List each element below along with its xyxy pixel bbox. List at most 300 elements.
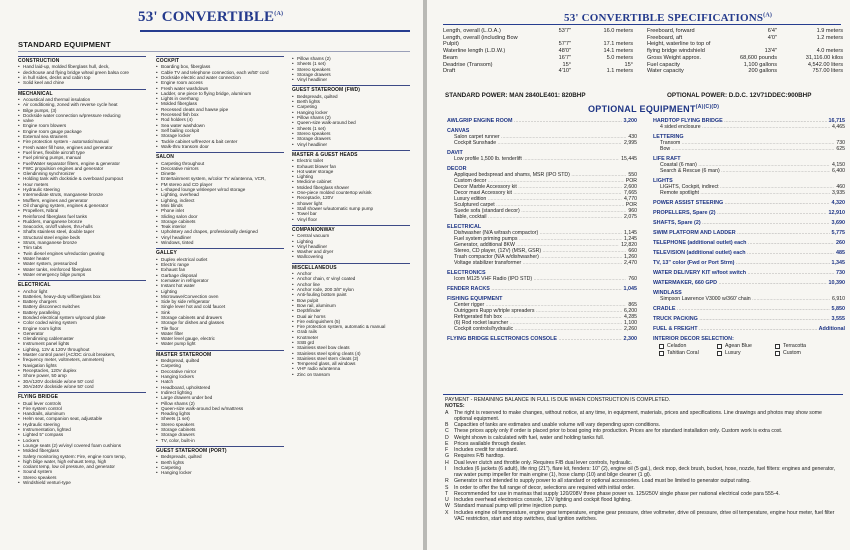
option-price: Additional <box>818 326 845 332</box>
option-item-price: 4,770 <box>624 196 637 202</box>
note-key: U <box>445 497 449 503</box>
option-category-label: LETTERING <box>653 134 684 140</box>
equipment-item: • Washer and dryer <box>292 249 410 254</box>
spec-imperial: 6'4" <box>767 28 777 34</box>
equipment-column-1 <box>18 56 146 485</box>
option-category-label: ELECTRONICS <box>447 270 486 276</box>
equipment-item: • Receptacles, 120V duplex <box>18 368 146 373</box>
option-item <box>653 146 845 152</box>
option-category-label: ELECTRICAL <box>447 224 482 230</box>
spec-row <box>443 41 633 48</box>
option-item-label: Custom decor ..... <box>454 178 624 184</box>
equipment-item: • Hanging lockers <box>156 374 284 379</box>
checkbox-icon <box>717 344 722 349</box>
option-item <box>447 156 637 162</box>
equipment-item: • Lighted 5" compass <box>18 432 146 437</box>
equipment-item: • Bedspreads, quilted <box>292 94 410 99</box>
option-item-label: Remote spotlight ..... <box>660 190 830 196</box>
option-item-price: 760 <box>628 276 637 282</box>
equipment-item: • Bonded electrical system w/ground plate <box>18 315 146 320</box>
equipment-item: • Exhaust blower fan <box>292 164 410 169</box>
equipment-item: • Sink <box>156 310 284 315</box>
equipment-item: • Rod holders (4) <box>156 117 284 122</box>
spec-imperial: 68,600 pounds <box>739 54 777 61</box>
note-key: E <box>445 440 449 447</box>
option-category-label: SWIM PLATFORM AND LADDER ..... <box>653 230 830 236</box>
option-item-label: Suede sofa (standard decor) ..... <box>454 208 626 214</box>
equipment-category-heading: MASTER STATEROOM <box>156 350 284 358</box>
equipment-item: • Hot water storage <box>292 169 410 174</box>
spec-label: Beam <box>443 54 458 61</box>
decor-color-checkbox[interactable] <box>717 343 775 350</box>
option-price: 730 <box>836 270 845 276</box>
equipment-item: • Hatch <box>156 379 284 384</box>
equipment-item: • Water system, pressurized <box>18 261 146 266</box>
equipment-item: • Tackle cabinet w/freezer & bait center <box>156 139 284 144</box>
spec-label: flying bridge windshield <box>647 48 705 55</box>
equipment-list <box>292 158 410 222</box>
note-key: I <box>445 465 447 472</box>
note-key: H <box>445 459 449 466</box>
equipment-item: • Fresh water fill hose, engines and generator <box>18 145 146 150</box>
equipment-item: • Battery paralleling <box>18 310 146 315</box>
option-item <box>653 190 845 196</box>
spec-label: Freeboard, aft <box>647 34 683 41</box>
option-item-price: 730 <box>836 140 845 146</box>
equipment-item: • VHF radio w/antenna <box>292 366 410 371</box>
equipment-column-3 <box>292 56 410 377</box>
equipment-item: • Cable TV and telephone connection, each w/50' cord <box>156 70 284 75</box>
option-item-label: Search & Rescue (6 man) ..... <box>660 168 830 174</box>
spec-metric: 17.1 meters <box>603 41 633 48</box>
equipment-item: • Solid keel and chine <box>18 80 146 85</box>
equipment-item: • Anti-fouling bottom paint <box>292 292 410 297</box>
decor-color-checkbox[interactable] <box>717 350 775 357</box>
equipment-list <box>292 233 410 259</box>
equipment-item: • TV, color, built-in <box>156 438 284 443</box>
option-item-price: 3,935 <box>832 190 845 196</box>
equipment-item: • Structural steel engine beds <box>18 235 146 240</box>
section-rule <box>18 51 410 52</box>
option-item <box>447 140 637 146</box>
decor-color-checkbox[interactable] <box>775 350 833 357</box>
equipment-list <box>292 271 410 377</box>
option-item-price: 1,145 <box>624 230 637 236</box>
equipment-item: • Storage drawers <box>292 72 410 77</box>
equipment-item: • One-piece molded countertop w/sink <box>292 190 410 195</box>
equipment-item: • FM stereo and CD player <box>156 182 284 187</box>
note-text: The right is reserved to make changes, without notice, at any time, in equipment, materials, prices and specifications. Line drawings and photos may show some optional equipment. <box>454 409 822 422</box>
option-item-label: Fuel system priming pumps ..... <box>454 236 622 242</box>
option-category-label: TV, 13" color (Fwd or Port Strm) ..... <box>653 260 830 266</box>
option-price: 3,690 <box>831 220 845 226</box>
option-item-label: Salon carpet runner ..... <box>454 134 626 140</box>
note-text: Includes engine oil temperature, engine gear temperature, engine gear pressure, drive voltmeter, drive oil pressure, drive oil temperature, engine hour meter, fuel filter VAC restriction, start and stop switches, dual ignition switches. <box>454 509 835 522</box>
option-item-label: Center rigger ..... <box>454 302 626 308</box>
option-category-label: LIFE RAFT <box>653 156 681 162</box>
equipment-item: • valve <box>18 118 146 123</box>
decor-color-checkbox[interactable] <box>775 343 833 350</box>
equipment-item: • Stereo speakers <box>18 475 146 480</box>
equipment-item: • Pillow shams (2) <box>292 115 410 120</box>
equipment-item: • Decorative mirrors <box>156 166 284 171</box>
specs-table-right <box>647 28 843 75</box>
spec-metric: 15° <box>624 61 633 68</box>
option-category <box>653 240 845 246</box>
note-item <box>445 466 841 479</box>
equipment-item: • Electric toilet <box>292 158 410 163</box>
option-item-label: Refrigerated fish box ..... <box>454 314 622 320</box>
option-item-price: 1,260 <box>624 254 637 260</box>
equipment-item: • Storage for dishes and glasses <box>156 320 284 325</box>
spec-row <box>647 48 843 55</box>
option-item <box>447 326 637 332</box>
note-text: Recommended for use in marinas that supply 120/208V three phase power vs. 125/250V single phase per national electrical code para 555-4. <box>454 490 780 497</box>
note-key: X <box>445 509 449 516</box>
note-key: A <box>445 409 449 416</box>
option-price: 3,555 <box>831 316 845 322</box>
decor-color-checkbox[interactable] <box>659 350 717 357</box>
spec-imperial: 16'7" <box>558 54 571 61</box>
equipment-item: • Anchor light <box>18 289 146 294</box>
option-item-label: Appliqued bedspread and shams, MSR (IPO STD) ..... <box>454 172 626 178</box>
spec-metric: 1.2 meters <box>816 34 843 41</box>
equipment-item: • Sliding salon door <box>156 214 284 219</box>
option-category-label: FUEL & FREIGHT ..... <box>653 326 817 332</box>
equipment-item: • Storage drawers <box>292 136 410 141</box>
option-item-price: POR <box>625 202 637 208</box>
option-price: 3,200 <box>623 118 637 124</box>
equipment-item: • frequency meter, voltmeters, ammeters) <box>18 357 146 362</box>
equipment-category-heading: ELECTRICAL <box>18 280 146 288</box>
equipment-item: • Storage locker <box>156 133 284 138</box>
decor-color-checkbox[interactable] <box>659 343 717 350</box>
spec-label: Gross Weight approx. <box>647 54 701 61</box>
option-price: 5,775 <box>831 230 845 236</box>
option-item-label: Bow ..... <box>660 146 834 152</box>
note-text: Includes credit for standard. <box>454 447 519 453</box>
option-price: 5,850 <box>831 306 845 312</box>
spec-imperial: 4'0" <box>767 34 777 41</box>
equipment-item: • Fuel lines, flexible aircraft type <box>18 150 146 155</box>
equipment-item: • Lighting <box>156 289 284 294</box>
spec-row <box>647 55 843 62</box>
equipment-item: • Hour meters <box>18 182 146 187</box>
equipment-category-heading: GALLEY <box>156 248 284 256</box>
equipment-item: • Instrumentation, lighted <box>18 427 146 432</box>
equipment-item: • External sea strainers <box>18 134 146 139</box>
decor-color-options <box>653 343 845 357</box>
option-item <box>447 276 637 282</box>
spec-label: Height, waterline to top of <box>647 41 711 48</box>
equipment-item: • Storage cabinets <box>156 427 284 432</box>
option-item-price: 15,445 <box>621 156 637 162</box>
equipment-item: • Fire protection system - automatic/manual <box>18 139 146 144</box>
payment-terms: PAYMENT - REMAINING BALANCE IN FULL IS DUE WHEN CONSTRUCTION IS COMPLETED. <box>445 397 671 403</box>
equipment-item: • 30A/120V dockside w/one 50' cord <box>18 379 146 384</box>
decor-color-label: Agean Blue <box>725 343 752 349</box>
equipment-item: • Storage drawers <box>156 432 284 437</box>
equipment-item: • Sheets (1 set) <box>292 126 410 131</box>
spec-row <box>443 55 633 62</box>
equipment-item: • Dual lever controls <box>18 401 146 406</box>
note-text: Dual lever clutch and throttle only. Requires F/B dual lever controls, hydraulic. <box>454 459 633 466</box>
equipment-list <box>156 161 284 246</box>
equipment-item: • Single lever hot and cold faucet <box>156 304 284 309</box>
equipment-item: • Storage cabinets <box>156 219 284 224</box>
equipment-item: • Sheets (1 set) <box>292 61 410 66</box>
option-item-label: (6) Rod rocket launcher ..... <box>454 320 622 326</box>
specs-rule <box>443 24 841 25</box>
option-item-label: Stereo, CD player, (12V) (MSR, GSR) ..... <box>454 248 626 254</box>
equipment-list <box>292 56 410 82</box>
spec-label: Fuel capacity <box>647 61 680 68</box>
option-category-label: WINDLASS <box>653 290 682 296</box>
equipment-item: • Queen-size walk-around bed <box>292 120 410 125</box>
option-item <box>653 296 845 302</box>
equipment-item: • Tempered glass, all windows <box>292 361 410 366</box>
note-text: These prices apply only if order is placed prior to boat going into production. Prices are for standard installation only. Custom work is extra cost. <box>454 428 783 435</box>
equipment-item: • Duplex electrical outlet <box>156 257 284 262</box>
equipment-item: • Water pump light <box>156 341 284 346</box>
equipment-item: • Lighting <box>292 174 410 179</box>
decor-selection-label: INTERIOR DECOR SELECTION: <box>653 336 734 342</box>
note-text: Prices available through dealer. <box>454 440 527 447</box>
option-category-label: POWER ASSIST STEERING ..... <box>653 200 830 206</box>
equipment-item: • Stereo speakers <box>156 422 284 427</box>
spec-metric: 757.00 liters <box>812 68 843 75</box>
equipment-item: • Receptacle, 120V <box>292 195 410 200</box>
equipment-item: • Sound system <box>18 469 146 474</box>
option-item <box>447 260 637 266</box>
option-category-label: CANVAS <box>447 128 470 134</box>
equipment-item: • Bow pulpit <box>292 298 410 303</box>
equipment-item: • Carpeting <box>156 363 284 368</box>
equipment-list <box>156 358 284 443</box>
option-category-label: TELEVISION (additional outlet) each ..... <box>653 250 834 256</box>
option-price: 1,045 <box>623 286 637 292</box>
spec-imperial <box>725 41 777 48</box>
equipment-item: • Hand laid-up, molded fiberglass hull, deck, <box>18 64 146 69</box>
equipment-item: • Entertainment system, w/color TV w/antenna, VCR, <box>156 176 284 181</box>
equipment-item: • Towel bar <box>292 211 410 216</box>
equipment-item: • Vinyl floor <box>292 217 410 222</box>
spec-row <box>647 68 843 75</box>
equipment-item: • 30A/240V dockside w/one 50' cord <box>18 384 146 389</box>
spec-label: Deadrise (Transom) <box>443 61 493 68</box>
option-category <box>653 220 845 226</box>
option-item-price: 4,150 <box>832 162 845 168</box>
equipment-item: • Engine room access <box>156 80 284 85</box>
spec-label: Water capacity <box>647 68 684 75</box>
option-item-price: 12,820 <box>621 242 637 248</box>
spec-row <box>647 62 843 69</box>
equipment-item: • Molded fiberglass shower <box>292 185 410 190</box>
option-item-price: 1,100 <box>624 320 637 326</box>
equipment-item: • Pillow shams (2) <box>156 401 284 406</box>
equipment-item: • Boarding box, fiberglass <box>156 64 284 69</box>
option-category-label: LIGHTS <box>653 178 673 184</box>
equipment-item: • Twin diesel engines w/reduction gearing <box>18 251 146 256</box>
option-item-price: 865 <box>628 302 637 308</box>
spec-metric: 14.1 meters <box>603 48 633 55</box>
equipment-item: • Acoustical and thermal insulation <box>18 97 146 102</box>
option-category <box>653 326 845 332</box>
equipment-item: • Recessed cleats and hawse pipe <box>156 107 284 112</box>
equipment-item: • Mufflers, engines and generator <box>18 198 146 203</box>
equipment-item: • Instrument panel lights <box>18 341 146 346</box>
equipment-item: • Stainless steel bow cleats <box>292 345 410 350</box>
equipment-item: • Glendinning cablemaster <box>18 336 146 341</box>
option-item-price: POR <box>625 178 637 184</box>
equipment-item: • Walk-thru transom door <box>156 144 284 149</box>
optional-equipment-left <box>447 118 637 342</box>
note-text: Generator is not intended to supply power to all standard or optional accessories. Load must be limited to generator output rating. <box>454 478 751 485</box>
note-text: Includes overhead electronics console, 12V lighting and cockpit flood lighting. <box>454 497 632 503</box>
option-item-price: 6,910 <box>832 296 845 302</box>
equipment-item: • Lockers <box>18 438 146 443</box>
spec-row <box>443 35 633 42</box>
option-item-price: 2,600 <box>624 184 637 190</box>
note-text: Capacities of tanks are estimates and usable volume will vary depending upon conditions. <box>454 422 661 428</box>
note-key: T <box>445 490 449 497</box>
equipment-item: • Seacocks, on/off valves, thru-hulls <box>18 224 146 229</box>
option-item-price: 660 <box>628 248 637 254</box>
option-item-price: 625 <box>836 146 845 152</box>
option-item-price: 4,465 <box>832 124 845 130</box>
option-price: 4,320 <box>831 200 845 206</box>
spec-metric: 1.9 meters <box>816 28 843 34</box>
optional-equipment-right <box>653 118 845 357</box>
option-category-label: AWLGRIP ENGINE ROOM ..... <box>447 118 622 124</box>
note-text: Weight shown is calculated with fuel, water and holding tanks full. <box>454 434 605 441</box>
checkbox-icon <box>775 351 780 356</box>
equipment-item: • Grab rails <box>292 329 410 334</box>
equipment-category-heading: GUEST STATEROOM (PORT) <box>156 446 284 454</box>
option-price: 12,910 <box>828 210 845 216</box>
note-key: S <box>445 484 449 491</box>
equipment-item: • Fuel/Water separator filters, engine & generator <box>18 161 146 166</box>
option-category-label: WATER DELIVERY KIT w/foot switch ..... <box>653 270 834 276</box>
page-title: 53' $CONVERTIBLE^{(A)}$ <box>138 9 284 25</box>
equipment-item: • Reinforced fiberglass fuel tanks <box>18 214 146 219</box>
equipment-item: • Lighting, overhead <box>156 192 284 197</box>
option-item-label: Decor Marble Accessory kit ..... <box>454 184 622 190</box>
decor-color-label: Luxury <box>725 350 741 356</box>
equipment-item: • Stainless steel spring cleats (4) <box>292 351 410 356</box>
equipment-item: • Carpeting throughout <box>156 161 284 166</box>
equipment-item: • Holding tank with dockside & overboard pumpout <box>18 176 146 181</box>
equipment-item: • Berth lights <box>292 99 410 104</box>
equipment-item: • Bilge pumps, (3) <box>18 108 146 113</box>
equipment-item: • Air conditioning, zoned with reverse cycle heat <box>18 102 146 107</box>
equipment-item: • Teak interior <box>156 224 284 229</box>
equipment-item: • Wallcovering <box>292 254 410 259</box>
equipment-item: • Dinette <box>156 171 284 176</box>
equipment-list <box>18 289 146 390</box>
option-price: 260 <box>836 240 845 246</box>
note-text: Includes (6 jackets (6 adult), life ring (21"), flare kit, fenders: 10" (2), engine oil (5 gal.), deck mop, deck brush, bucket, hose, nozzle, fuel filters: engines and generator, raw water pump impeller for main engine (1), hose clamp (10) and bilge cleaner (1 gl). <box>454 465 836 478</box>
option-item <box>653 124 845 130</box>
option-category-label: DECOR <box>447 166 467 172</box>
equipment-item: • Shore power, 50 amp <box>18 373 146 378</box>
spec-metric: 5.0 meters <box>606 54 633 61</box>
equipment-item: • Battery disconnect switches <box>18 304 146 309</box>
equipment-item: • Lighting <box>292 239 410 244</box>
equipment-item: • Lighting, indirect <box>156 198 284 203</box>
equipment-item: • Vinyl headliner <box>292 244 410 249</box>
specs-title: 53' CONVERTIBLE $SPECIFICATIONS^{(A)}$ <box>564 12 773 24</box>
equipment-item: • Handrails, aluminum <box>18 411 146 416</box>
option-price: 16,715 <box>828 118 845 124</box>
decor-color-label: Celadon <box>667 343 687 349</box>
note-key: C <box>445 428 449 435</box>
equipment-item: • Self bailing cockpit <box>156 128 284 133</box>
decor-color-label: Custom <box>783 350 801 356</box>
equipment-item: • Intermediate struts, manganese bronze <box>18 192 146 197</box>
option-item-label: Transom ..... <box>660 140 834 146</box>
equipment-item: • Sheets (1 set) <box>156 416 284 421</box>
equipment-item: • Pillow shams (2) <box>292 56 410 61</box>
option-category-label: FISHING EQUIPMENT <box>447 296 503 302</box>
option-item-label: Icom M125 VHF Radio (IPO STD) ..... <box>454 276 626 282</box>
equipment-category-heading: GUEST STATEROOM (FWD) <box>292 85 410 93</box>
equipment-item: • Storage cabinets and drawers <box>156 315 284 320</box>
note-key: D <box>445 434 449 441</box>
equipment-item: • Zinc on transom <box>292 372 410 377</box>
note-key: G <box>445 453 450 460</box>
equipment-item: • Molded fiberglass <box>156 101 284 106</box>
equipment-list <box>18 97 146 277</box>
option-category <box>447 336 637 342</box>
spec-imperial: 1,100 gallons <box>743 61 777 68</box>
checkbox-icon <box>717 351 722 356</box>
option-category-label: TRUCK PACKING ..... <box>653 316 830 322</box>
option-item-price: 1,245 <box>624 236 637 242</box>
equipment-item: • Windshield venturi-type <box>18 480 146 485</box>
equipment-item: • Water heater <box>18 256 146 261</box>
option-price: 485 <box>836 250 845 256</box>
option-item-label: Trash compactor (N/A w/dishwasher) ..... <box>454 254 622 260</box>
note-key: F <box>445 447 449 453</box>
equipment-item: • Sea water washdown <box>156 123 284 128</box>
equipment-item: • Large drawers under bed <box>156 395 284 400</box>
equipment-item: • Trim tabs <box>18 245 146 250</box>
option-item-label: Low profile 1,500 lb. tenderlift ..... <box>454 156 619 162</box>
checkbox-icon <box>659 344 664 349</box>
option-item-label: Generator, additional 8KW ..... <box>454 242 619 248</box>
equipment-item: • Battery chargers <box>18 299 146 304</box>
equipment-item: • Lighting, 12V & 120V throughout <box>18 347 146 352</box>
option-category <box>653 210 845 216</box>
equipment-item: • Lights in overhang <box>156 96 284 101</box>
equipment-item: • Fire extinguishers (5) <box>292 319 410 324</box>
equipment-item: • Anchor chain, 6' vinyl coated <box>292 276 410 281</box>
specifications-page <box>427 0 850 550</box>
spec-metric: 31,116.00 kilos <box>805 54 843 61</box>
option-category-label: DAVIT <box>447 150 463 156</box>
spec-imperial: 4'10" <box>558 68 571 75</box>
equipment-item: • Generator <box>18 331 146 336</box>
spec-metric: 16.0 meters <box>603 28 633 34</box>
option-item-price: 550 <box>628 172 637 178</box>
equipment-item: • Knotmeter <box>292 335 410 340</box>
option-category-label: FENDER RACKS ..... <box>447 286 622 292</box>
spec-metric: 1.1 meters <box>606 68 633 75</box>
equipment-item: • Vinyl headliner <box>292 77 410 82</box>
equipment-item: • Safety monitoring system: Fire, engine room temp, <box>18 454 146 459</box>
checkbox-icon <box>775 344 780 349</box>
